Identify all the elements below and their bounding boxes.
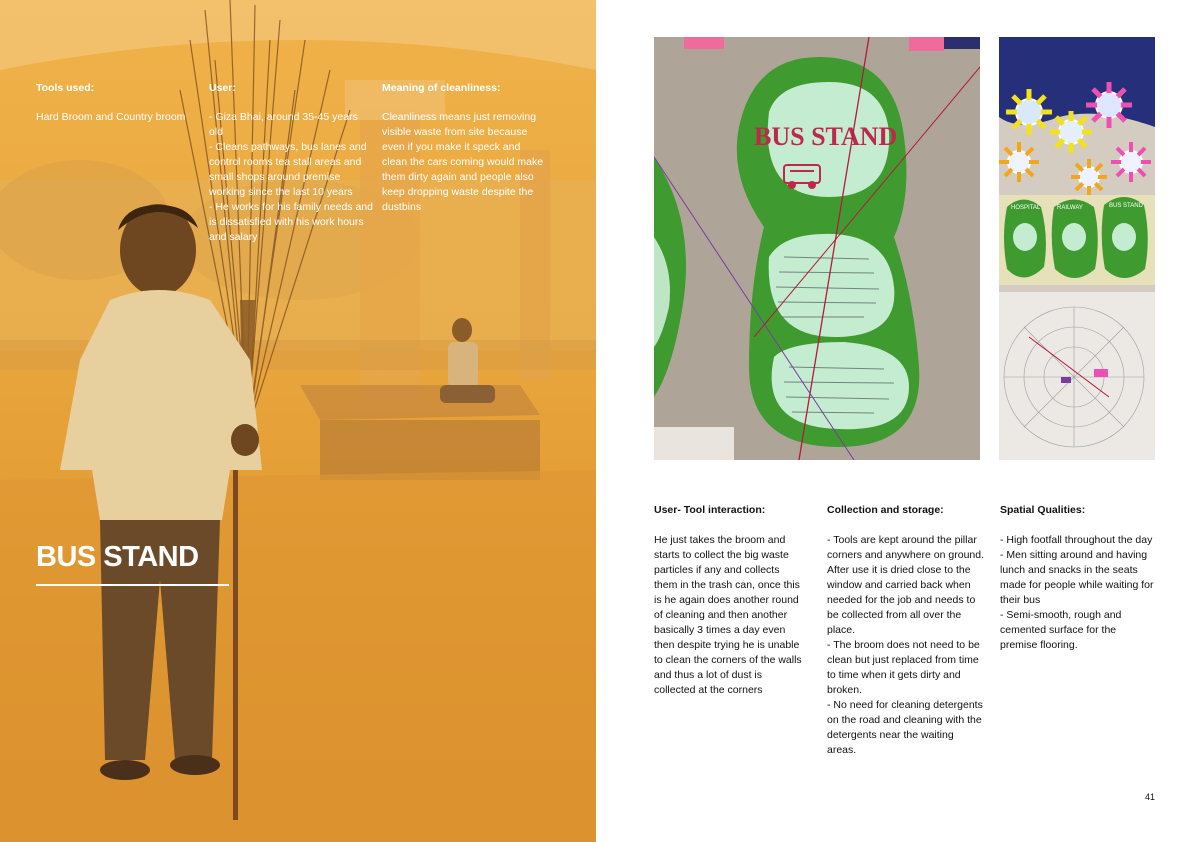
interaction-text: He just takes the broom and starts to collect the big waste particles if any and collects them in the trash can, once this is he again does another round of cleaning and then another basically 3 times a day even then despite trying he is unable to clean the corners of the walls and thus a lot of dust is collected at the corners [654, 534, 802, 696]
tools-used-text: Hard Broom and Country broom [36, 111, 186, 123]
mapping-wall-photo [999, 37, 1155, 460]
user-text: - Giza Bhai, around 35-45 years old - Cleans pathways, bus lanes and control rooms tea stall areas and small shops around premise working since the last 10 years - He works for his family needs and is dissatisfied with his work hours and salary [209, 111, 373, 243]
board-title-text: BUS STAND [754, 122, 898, 151]
board-photo [654, 37, 980, 460]
user-heading: User: [209, 82, 236, 94]
collection-storage-section [827, 503, 985, 758]
tools-used-heading: Tools used: [36, 82, 95, 94]
mapping-wall-image [999, 37, 1155, 460]
hospital-label: HOSPITAL [1011, 205, 1041, 211]
page-title: BUS STAND [36, 541, 199, 573]
spatial-heading: Spatial Qualities: [1000, 504, 1086, 516]
title-underline [36, 584, 229, 586]
collection-heading: Collection and storage: [827, 504, 944, 516]
cleanliness-section [382, 81, 547, 215]
spatial-text: - High footfall throughout the day - Men sitting around and having lunch and snacks in the seats made for people while waiting for their bus - Semi-smooth, rough and cemented surface for the premise flooring. [1000, 534, 1154, 651]
bus-stand-board-image [654, 37, 980, 460]
collection-text: - Tools are kept around the pillar corners and anywhere on ground. After use it is dried close to the window and carried back when needed for the job and needs to be collected from all over the place. - The broom does not need to be clean but just replaced from time to time when it gets dirty and broken. - No need for cleaning detergents on the road and cleaning with the detergents near the waiting areas. [827, 534, 985, 756]
railway-label: RAILWAY [1057, 205, 1083, 211]
cleanliness-heading: Meaning of cleanliness: [382, 82, 501, 94]
user-section [209, 81, 374, 245]
bus-stand-mini-label: BUS STAND [1109, 203, 1143, 209]
spatial-qualities-section [1000, 503, 1155, 653]
user-tool-interaction-section [654, 503, 804, 698]
tools-used-section [36, 81, 186, 125]
interaction-heading: User- Tool interaction: [654, 504, 766, 516]
cleanliness-text: Cleanliness means just removing visible waste from site because even if you make it speck and clean the cars coming would make them dirty again and people also keep dropping waste despite the dustbins [382, 111, 544, 213]
page-number: 41 [1145, 792, 1156, 802]
